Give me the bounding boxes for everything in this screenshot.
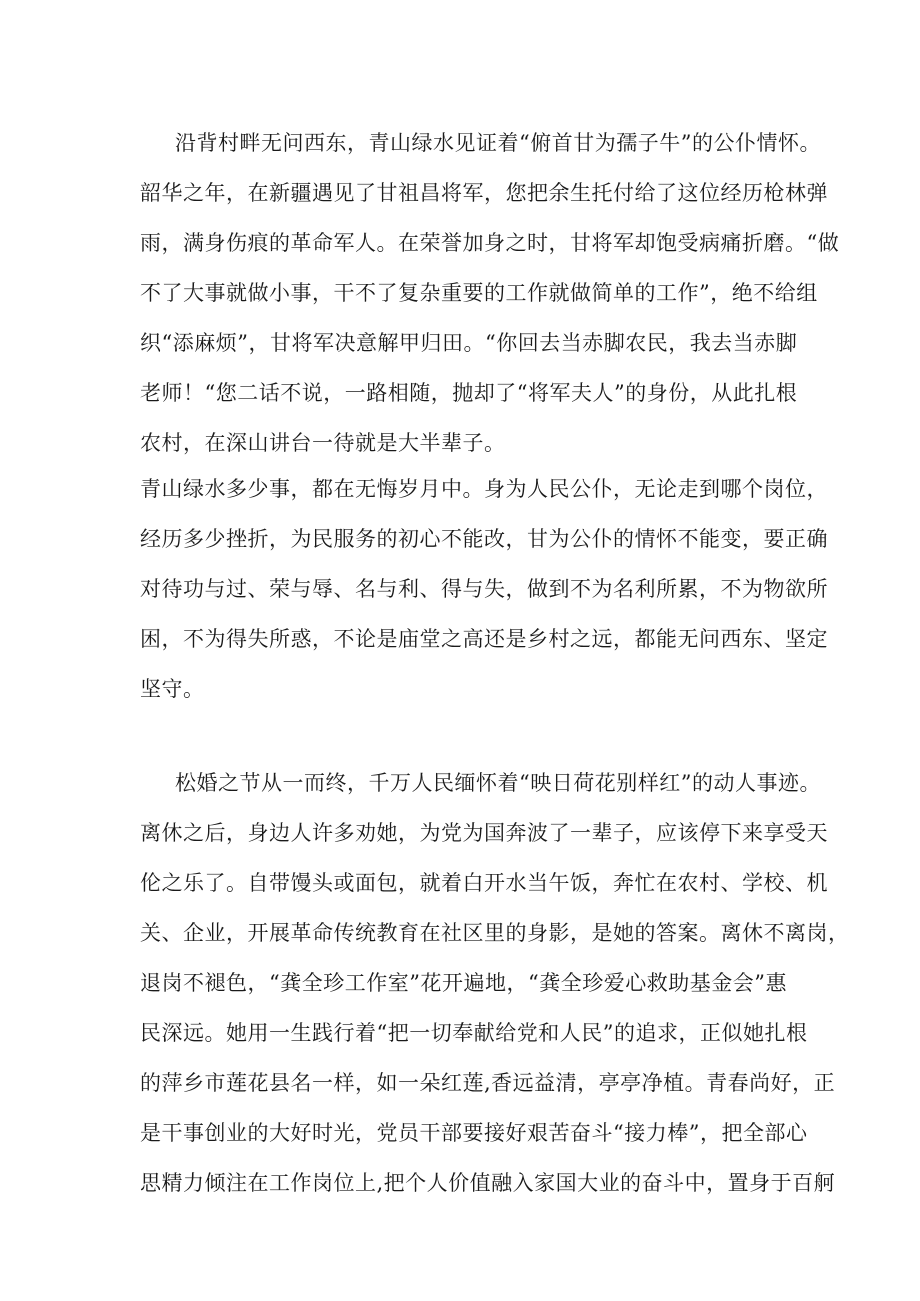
text-line: 韶华之年，在新疆遇见了甘祖昌将军，您把余生托付给了这位经历枪林弹 bbox=[140, 181, 828, 205]
text-line: 沿背村畔无问西东，青山绿水见证着“俯首甘为孺子牛”的公仆情怀。 bbox=[175, 131, 821, 155]
text-line: 关、企业，开展革命传统教育在社区里的身影，是她的答案。离休不离岗， bbox=[140, 921, 850, 945]
text-line: 的萍乡市莲花县名一样，如一朵红莲,香远益清，亭亭净植。青春尚好，正 bbox=[140, 1071, 836, 1095]
text-line: 退岗不褪色，“龚全珍工作室”花开遍地，“龚全珍爱心救助基金会”惠 bbox=[140, 971, 787, 995]
text-line: 伦之乐了。自带馒头或面包，就着白开水当午饭，奔忙在农村、学校、机 bbox=[140, 871, 828, 895]
text-line: 青山绿水多少事，都在无悔岁月中。身为人民公仆，无论走到哪个岗位， bbox=[140, 477, 828, 501]
text-line: 不了大事就做小事，干不了复杂重要的工作就做简单的工作”，绝不给组 bbox=[140, 281, 818, 305]
text-line: 经历多少挫折，为民服务的初心不能改，甘为公仆的情怀不能变，要正确 bbox=[140, 527, 828, 551]
text-line: 对待功与过、荣与辱、名与利、得与失，做到不为名利所累，不为物欲所 bbox=[140, 577, 828, 601]
text-line: 困，不为得失所惑，不论是庙堂之高还是乡村之远，都能无问西东、坚定 bbox=[140, 627, 828, 651]
text-line: 雨，满身伤痕的革命军人。在荣誉加身之时，甘将军却饱受病痛折磨。“做 bbox=[140, 231, 840, 255]
text-line: 思精力倾注在工作岗位上,把个人价值融入家国大业的奋斗中，置身于百舸 bbox=[140, 1171, 836, 1195]
text-line: 织“添麻烦”，甘将军决意解甲归田。“你回去当赤脚农民，我去当赤脚 bbox=[140, 331, 798, 355]
text-line: 松婚之节从一而终，千万人民缅怀着“映日荷花别样红”的动人事迹。 bbox=[175, 771, 821, 795]
text-line: 老师！“您二话不说，一路相随，抛却了“将军夫人”的身份，从此扎根 bbox=[140, 381, 798, 405]
text-line: 农村，在深山讲台一待就是大半辈子。 bbox=[140, 431, 506, 455]
text-line: 是干事创业的大好时光，党员干部要接好艰苦奋斗“接力棒”，把全部心 bbox=[140, 1121, 808, 1145]
text-line: 民深远。她用一生践行着“把一切奉献给党和人民”的追求，正似她扎根 bbox=[140, 1021, 808, 1045]
text-line: 离休之后，身边人许多劝她，为党为国奔波了一辈子，应该停下来享受天 bbox=[140, 821, 828, 845]
text-line: 坚守。 bbox=[140, 677, 205, 701]
